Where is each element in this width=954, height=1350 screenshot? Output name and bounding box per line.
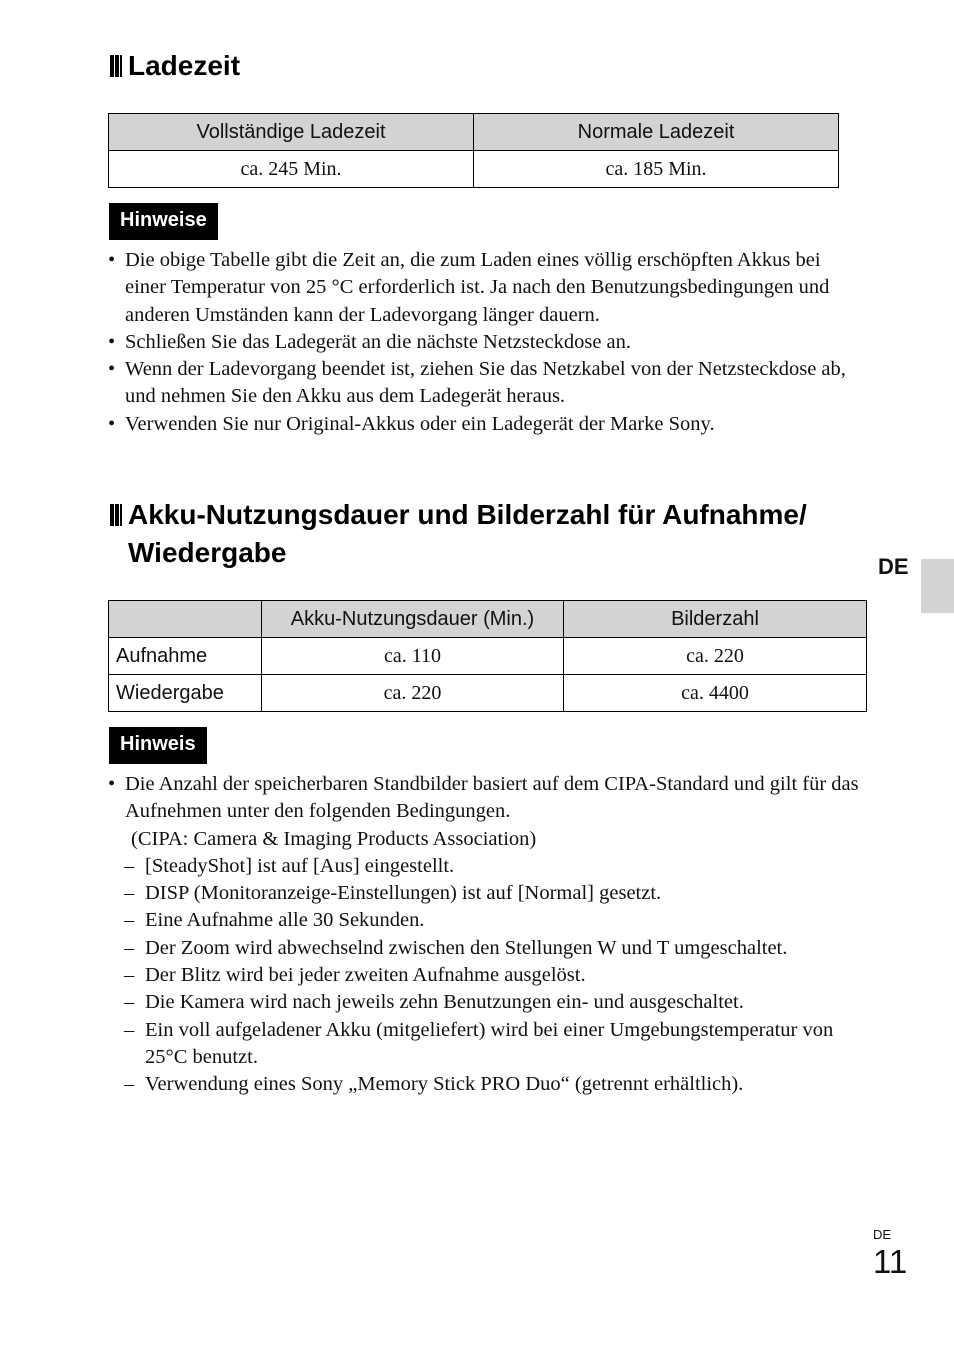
table-header-row	[109, 114, 839, 151]
notes-list	[106, 247, 866, 438]
value-full-charge: ca. 245 Min.	[109, 151, 474, 188]
section-heading-battery-life	[108, 496, 888, 572]
cell-duration: ca. 220	[262, 675, 564, 712]
heading-marker-icon	[110, 504, 122, 526]
heading-marker-icon	[110, 55, 122, 77]
list-item: • Verwenden Sie nur Original-Akkus oder ein Ladegerät der Marke Sony.	[106, 411, 866, 438]
list-item: – Der Zoom wird abwechselnd zwischen den Stellungen W und T umgeschaltet.	[106, 935, 866, 962]
side-language-label: DE	[878, 554, 909, 579]
list-item: • Wenn der Ladevorgang beendet ist, ziehen Sie das Netzkabel von der Netzsteckdose ab, und nehmen Sie den Akku aus dem Ladegerät heraus.	[106, 356, 866, 411]
header-full-charge: Vollständige Ladezeit	[109, 114, 474, 151]
battery-life-table	[108, 600, 867, 712]
header-battery-life: Akku-Nutzungsdauer (Min.)	[262, 601, 564, 638]
list-item: • Schließen Sie das Ladegerät an die nächste Netzsteckdose an.	[106, 329, 866, 356]
charging-time-table	[108, 113, 839, 188]
list-item: • Die obige Tabelle gibt die Zeit an, die zum Laden eines völlig erschöpften Akkus bei einer Temperatur von 25 °C erforderlich ist. Ja nach den Benutzungsbedingungen und anderen Umständen kann der Ladevorgang länger dauern.	[106, 247, 866, 329]
table-header-row	[109, 601, 867, 638]
cell-count: ca. 220	[564, 638, 867, 675]
table-row	[109, 151, 839, 188]
header-empty	[109, 601, 262, 638]
list-item: (CIPA: Camera & Imaging Products Association)	[131, 827, 537, 850]
row-label: Aufnahme	[109, 638, 262, 675]
conditions-list	[106, 771, 866, 1099]
cell-count: ca. 4400	[564, 675, 867, 712]
table-row	[109, 638, 867, 675]
list-item: – Verwendung eines Sony „Memory Stick PRO Duo“ (getrennt erhältlich).	[106, 1071, 866, 1098]
header-image-count: Bilderzahl	[564, 601, 867, 638]
list-item: – DISP (Monitoranzeige-Einstellungen) ist auf [Normal] gesetzt.	[106, 880, 866, 907]
list-item: – [SteadyShot] ist auf [Aus] eingestellt.	[106, 853, 866, 880]
heading-text-line1: Akku-Nutzungsdauer und Bilderzahl für Aufnahme/	[128, 499, 807, 530]
row-label: Wiedergabe	[109, 675, 262, 712]
table-row	[109, 675, 867, 712]
page-number: 11	[873, 1243, 908, 1280]
value-normal-charge: ca. 185 Min.	[474, 151, 839, 188]
list-item: • Die Anzahl der speicherbaren Standbilder basiert auf dem CIPA-Standard und gilt für das Aufnehmen unter den folgenden Bedingungen.	[106, 771, 866, 826]
list-item: – Ein voll aufgeladener Akku (mitgeliefert) wird bei einer Umgebungstemperatur von 25°C benutzt.	[106, 1017, 866, 1072]
side-language-tab	[921, 559, 954, 613]
section-heading-ladezeit	[108, 47, 240, 85]
heading-text-line2: Wiedergabe	[128, 537, 287, 568]
header-normal-charge: Normale Ladezeit	[474, 114, 839, 151]
list-item: – Die Kamera wird nach jeweils zehn Benutzungen ein- und ausgeschaltet.	[106, 989, 866, 1016]
notes-badge: Hinweise	[109, 203, 218, 240]
list-item: – Eine Aufnahme alle 30 Sekunden.	[106, 907, 866, 934]
heading-text: Ladezeit	[128, 50, 241, 81]
page-language: DE	[873, 1227, 892, 1242]
list-item: – Der Blitz wird bei jeder zweiten Aufnahme ausgelöst.	[106, 962, 866, 989]
cell-duration: ca. 110	[262, 638, 564, 675]
note-badge: Hinweis	[109, 727, 207, 764]
